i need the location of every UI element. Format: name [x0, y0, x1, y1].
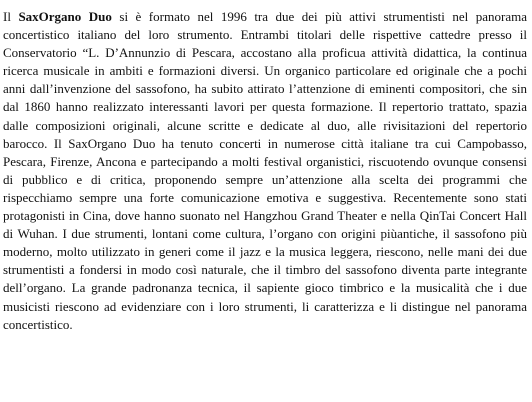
biography-paragraph — [3, 8, 527, 334]
lead-prefix: Il — [3, 9, 19, 24]
ensemble-name: SaxOrgano Duo — [18, 9, 112, 24]
biography-text: si è formato nel 1996 tra due dei più attivi strumentisti nel panorama concertistico italiano del loro strumento. Entrambi titolari delle rispettive cattedre presso il Conservatorio “L. D’Annunzio di Pescara, accostano alla proficua attività didattica, la continua ricerca musicale in ambiti e formazioni diversi. Un organico particolare ed originale che a pochi anni dall’invenzione del sassofono, ha subito attirato l’attenzione di eminenti compositori, che sin dal 1860 hanno realizzato interessanti lavori per questa formazione. Il repertorio trattato, spazia dalle composizioni originali, alcune scritte e dedicate al duo, alle rivisitazioni del repertorio barocco. Il SaxOrgano Duo ha tenuto concerti in numerose città italiane tra cui Campobasso, Pescara, Firenze, Ancona e partecipando a molti festival organistici, riscuotendo ovunque consensi di pubblico e di critica, proponendo sempre un’attenzione alla scelta dei programmi che rispecchiamo sempre una forte comunicazione emotiva e suggestiva. Recentemente sono stati protagonisti in Cina, dove hanno suonato nel Hangzhou Grand Theater e nella QinTai Concert Hall di Wuhan. I due strumenti, lontani come cultura, l’organo con origini piùantiche, il sassofono più moderno, molto utilizzato in generi come il jazz e la musica leggera, riescono, nelle mani dei due strumentisti a fondersi in modo così naturale, che il timbro del sassofono diventa parte integrante dell’organo. La grande padronanza tecnica, il sapiente gioco timbrico e la musicalità che i due musicisti riescono ad evidenziare con i loro strumenti, li caratterizza e li distingue nel panorama concertistico. — [3, 9, 527, 332]
